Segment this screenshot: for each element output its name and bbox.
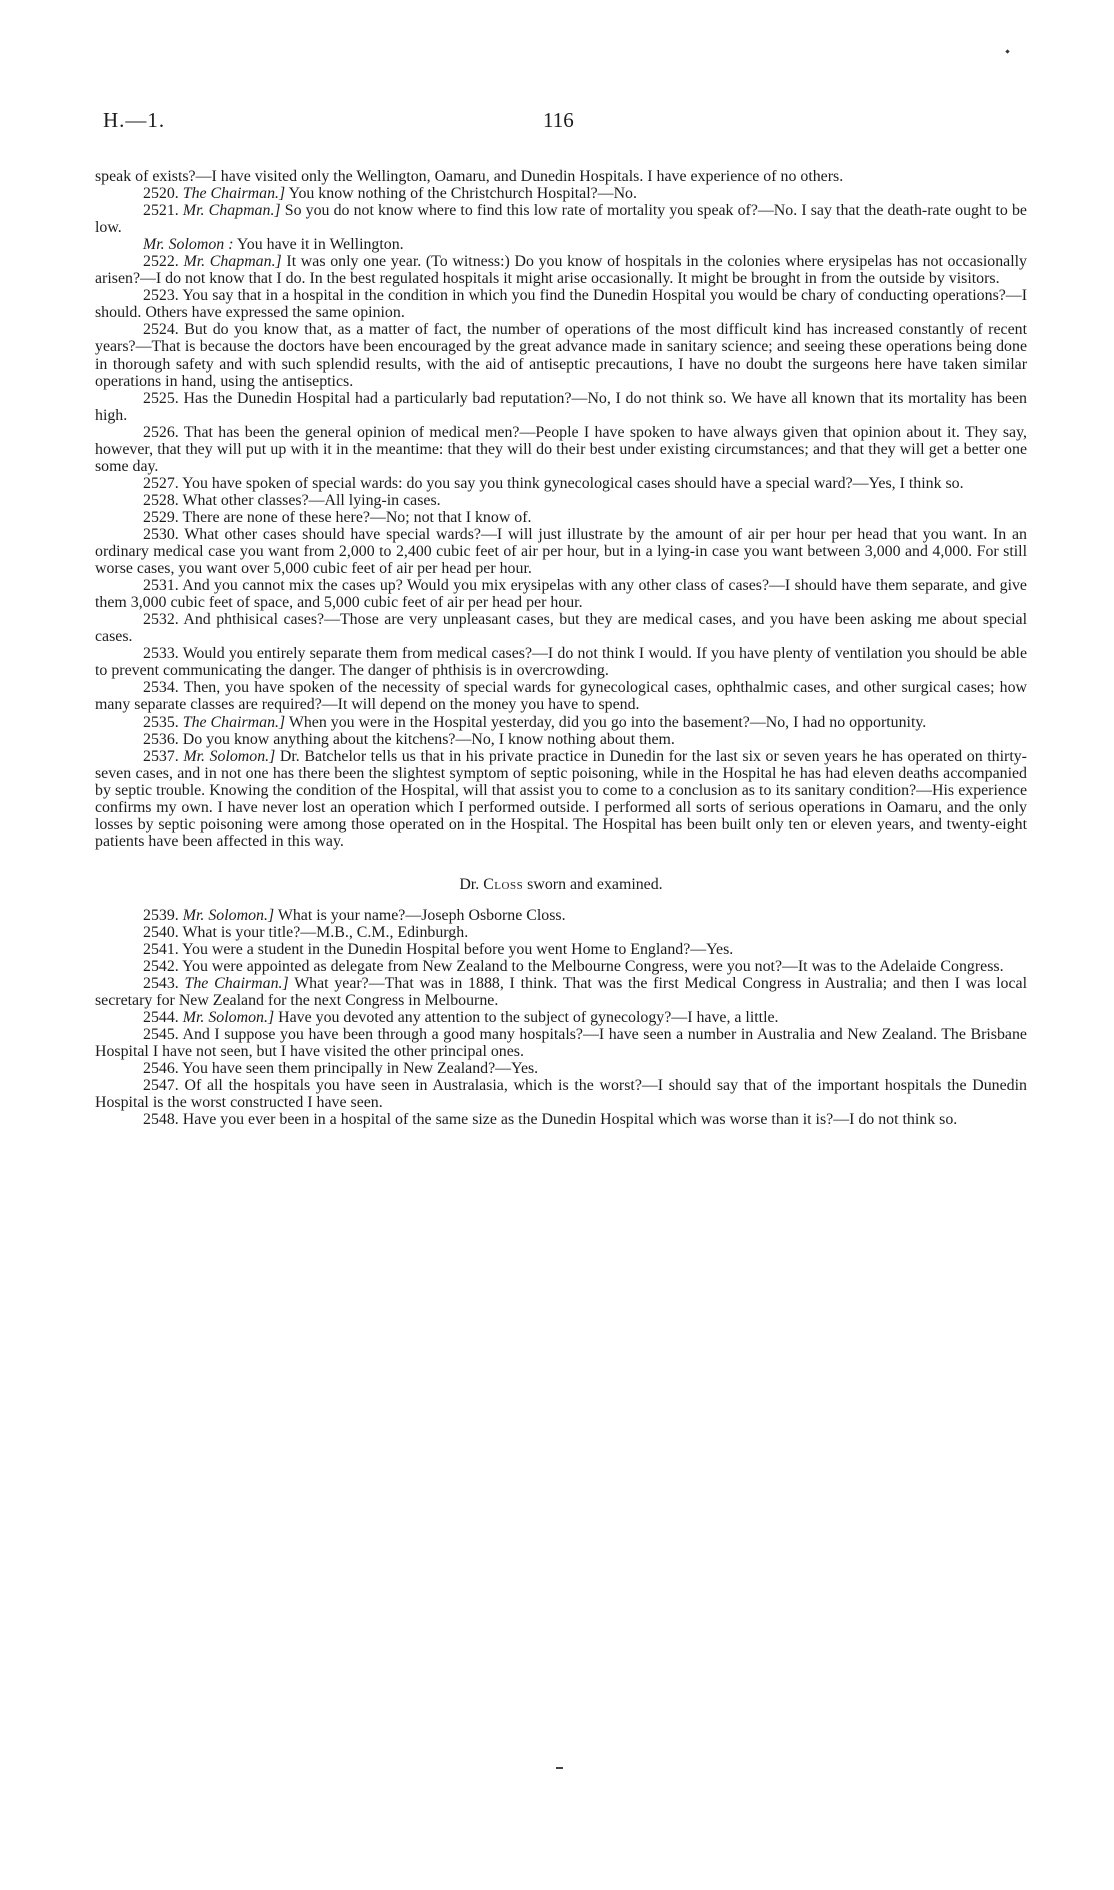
paragraph [95,679,1027,713]
paragraph [95,1111,1027,1128]
paragraph-text: Of all the hospitals you have seen in Australasia, which is the worst?—I should say that of the important hospitals the Dunedin Hospital is the worst constructed I have seen. [95,1077,1027,1112]
question-number: 2545. [143,1026,179,1044]
paragraph [95,714,1027,731]
paragraph [95,236,1027,253]
question-number: 2547. [143,1077,179,1095]
question-number: 2542. [143,958,179,976]
speaker: Mr. Chapman.] [182,202,281,220]
paragraph-text: You have spoken of special wards: do you say you think gynecological cases should have a special ward?—Yes, I think so. [182,474,964,492]
question-number: 2523. [143,287,179,305]
paragraph [95,202,1027,236]
question-number: 2525. [143,389,179,407]
paragraph-text: Dr. Batchelor tells us that in his private practice in Dunedin for the last six or seven years he has operated on thirty-seven cases, and in not one has there been the slightest symptom of septic poisoning, while in the Hospital he has had eleven deaths accompanied by septic trouble. Knowing the condition of the Hospital, will that assist you to come to a conclusion as to its sanitary condition?—His experience confirms my own. I have never lost an operation which I performed outside. I performed all sorts of serious operations in Oamaru, and the only losses by septic poisoning were among those operated on in the Hospital. The Hospital has been built only ten or eleven years, and twenty-eight patients have been affected in this way. [95,747,1027,850]
paragraph-text: speak of exists?—I have visited only the Wellington, Oamaru, and Dunedin Hospitals. I have experience of no others. [95,168,844,185]
paragraph-text: It was only one year. (To witness:) Do you know of hospitals in the colonies where erysipelas has not occasionally arisen?—I do not know that I do. In the best regulated hospitals it might arise occasionally. It might be brought in from the outside by visitors. [95,253,1027,288]
paragraph-text: And you cannot mix the cases up? Would you mix erysipelas with any other class of cases?—I should have them separate, and give them 3,000 cubic feet of space, and 5,000 cubic feet of air per head per hour. [95,577,1027,612]
question-number: 2541. [143,941,179,959]
question-number: 2529. [143,508,179,526]
paragraph-text: You say that in a hospital in the condition in which you find the Dunedin Hospital you would be chary of conducting operations?—I should. Others have expressed the same opinion. [95,287,1027,322]
question-number: 2534. [143,679,179,697]
question-number: 2528. [143,491,179,509]
speaker: Mr. Solomon : [143,236,234,254]
speaker: Mr. Solomon.] [182,906,275,924]
paragraph [95,748,1027,850]
heading-prefix: Dr. [459,875,480,893]
page-number: 116 [543,108,574,132]
paragraph [95,975,1027,1009]
question-number: 2520. [143,185,179,203]
paragraph [95,577,1027,611]
paragraph-text: What year?—That was in 1888, I think. That was the first Medical Congress in Australia; and then I was local secretary for New Zealand for the next Congress in Melbourne. [95,975,1028,1010]
question-number: 2543. [143,975,179,993]
paragraph [95,731,1027,748]
stray-mark [1005,49,1009,53]
paragraph [95,492,1027,509]
paragraph [95,941,1027,958]
stray-mark [556,1767,563,1769]
paragraph [95,958,1027,975]
paragraph [95,645,1027,679]
paragraph-text: There are none of these here?—No; not that I know of. [182,508,532,526]
speaker: Mr. Solomon.] [182,1009,275,1027]
paragraph-text: And I suppose you have been through a good many hospitals?—I have seen a number in Australia and New Zealand. The Brisbane Hospital I have not seen, but I have visited the other principal ones. [95,1026,1027,1061]
question-number: 2524. [143,321,179,339]
paragraph [95,1060,1027,1077]
paragraph-text: Have you ever been in a hospital of the same size as the Dunedin Hospital which was worse than it is?—I do not think so. [182,1111,958,1129]
question-number: 2540. [143,923,179,941]
body-text [95,168,1027,1129]
paragraph-text: But do you know that, as a matter of fact, the number of operations of the most difficult kind has increased constantly of recent years?—That is because the doctors have been encouraged by the great advance made in sanitary science; and seeing these operations being done in thorough safety and with such splendid results, with the aid of antiseptic precautions, I have no doubt the surgeons here have taken similar operations in hand, using the antiseptics. [95,321,1027,390]
speaker: The Chairman.] [182,713,286,731]
paragraph-text: So you do not know where to find this low rate of mortality you speak of?—No. I say that the death-rate ought to be low. [95,202,1027,237]
question-number: 2522. [143,253,179,271]
question-number: 2533. [143,645,179,663]
question-number: 2548. [143,1111,179,1129]
question-number: 2536. [143,730,179,748]
paragraph [95,526,1027,577]
paragraph [95,168,1027,185]
page-reference: H.—1. [103,108,166,132]
paragraph [95,390,1027,424]
paragraph-text: That has been the general opinion of medical men?—People I have spoken to have always given that opinion about it. They say, however, that they will put up with it in the meantime: that they will do their best under existing circumstances; and that they will get a better one some day. [95,423,1027,475]
paragraph [95,509,1027,526]
question-number: 2544. [143,1009,179,1027]
paragraph [95,1009,1027,1026]
speaker: Mr. Solomon.] [183,747,276,765]
paragraph-text: When you were in the Hospital yesterday, did you go into the basement?—No, I had no opportunity. [288,713,927,731]
speaker: Mr. Chapman.] [183,253,282,271]
paragraph-text: Do you know anything about the kitchens?—No, I know nothing about them. [182,730,675,748]
paragraph-text: You have it in Wellington. [236,236,404,254]
question-number: 2535. [143,713,179,731]
paragraph [95,287,1027,321]
question-number: 2531. [143,577,179,595]
paragraph [95,424,1027,475]
question-number: 2546. [143,1060,179,1078]
question-number: 2537. [143,747,179,765]
paragraph-text: What is your name?—Joseph Osborne Closs. [277,906,566,924]
question-number: 2530. [143,525,179,543]
paragraph [95,475,1027,492]
paragraph-text: You were a student in the Dunedin Hospital before you went Home to England?—Yes. [182,941,734,959]
question-number: 2527. [143,474,179,492]
question-number: 2526. [143,423,179,441]
paragraph [95,924,1027,941]
page-header [103,108,1023,138]
paragraph-text: Would you entirely separate them from medical cases?—I do not think I would. If you have plenty of ventilation you should be able to prevent communicating the danger. The danger of phthisis is in overcrowding. [95,645,1027,680]
speaker: The Chairman.] [182,185,286,203]
section-heading [95,876,1027,893]
paragraph-text: What is your title?—M.B., C.M., Edinburgh. [182,923,469,941]
question-number: 2539. [143,906,179,924]
paragraph-text: You know nothing of the Christchurch Hospital?—No. [288,185,637,203]
speaker: The Chairman.] [184,975,289,993]
paragraph [95,185,1027,202]
paragraph-text: Then, you have spoken of the necessity of special wards for gynecological cases, ophthalmic cases, and other surgical cases; how many separate classes are required?—It will depend on the money you have to spend. [95,679,1027,714]
heading-suffix: sworn and examined. [527,875,663,893]
paragraph [95,321,1027,389]
paragraph [95,611,1027,645]
paragraph [95,1077,1027,1111]
witness-name: Closs [483,875,524,893]
paragraph-text: And phthisical cases?—Those are very unpleasant cases, but they are medical cases, and you have been asking me about special cases. [95,611,1027,646]
question-number: 2521. [143,202,179,220]
paragraph-text: What other cases should have special wards?—I will just illustrate by the amount of air per hour per head that you want. In an ordinary medical case you want from 2,000 to 2,400 cubic feet of air per hour, but in a lying-in case you want between 3,000 and 4,000. For still worse cases, you want over 5,000 cubic feet of air per head per hour. [95,525,1028,578]
paragraph [95,253,1027,287]
paragraph [95,907,1027,924]
paragraph-text: You have seen them principally in New Zealand?—Yes. [182,1060,539,1078]
paragraph-text: Has the Dunedin Hospital had a particularly bad reputation?—No, I do not think so. We have all known that its mortality has been high. [95,389,1027,424]
paragraph-text: Have you devoted any attention to the subject of gynecology?—I have, a little. [278,1009,779,1027]
paragraph-text: You were appointed as delegate from New Zealand to the Melbourne Congress, were you not?—It was to the Adelaide Congress. [182,958,1004,976]
paragraph-text: What other classes?—All lying-in cases. [182,491,441,509]
paragraph [95,1026,1027,1060]
question-number: 2532. [143,611,179,629]
